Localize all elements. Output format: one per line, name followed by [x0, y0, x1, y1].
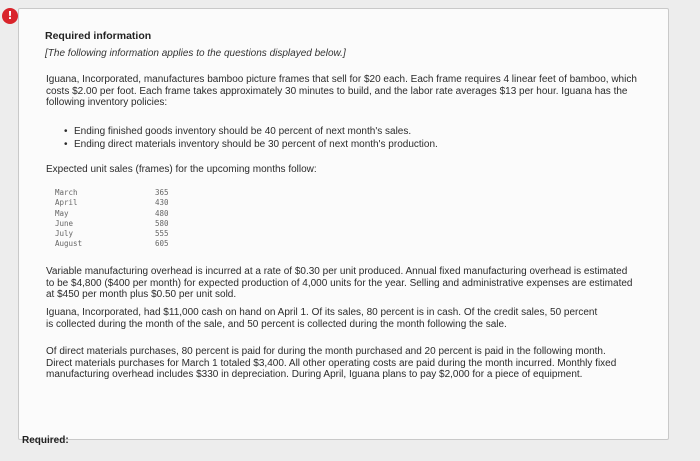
month-cell: June: [55, 218, 74, 228]
month-cell: March: [55, 188, 78, 197]
table-row: [55, 229, 175, 239]
required-information-title: Required information: [45, 30, 152, 42]
expected-unit-sales-table: [55, 188, 175, 250]
expected-sales-intro: Expected unit sales (frames) for the upcoming months follow:: [46, 164, 317, 175]
intro-paragraph: Iguana, Incorporated, manufactures bamboo picture frames that sell for $20 each. Each frame requires 4 linear feet of bamboo, which costs $2.00 per foot. Each frame takes approximately 30 minutes to build, and the labor rate averages $13 per hour. Iguana has the following inventory policies:: [46, 74, 637, 108]
units-cell: 605: [155, 239, 169, 249]
alert-icon[interactable]: !: [2, 8, 18, 24]
units-cell: 430: [155, 198, 169, 208]
month-cell: August: [55, 239, 83, 249]
required-label: Required:: [22, 435, 69, 446]
month-cell: July: [55, 229, 74, 239]
overhead-paragraph: Variable manufacturing overhead is incurred at a rate of $0.30 per unit produced. Annual fixed manufacturing overhead is estimated to be $4,800 ($400 per month) for expected production of 4,000 units for the year. Selling and administrative expenses are estimated at $450 per month plus $0.50 per unit sold.: [46, 266, 633, 300]
units-cell: 480: [155, 208, 169, 218]
month-cell: May: [55, 208, 69, 218]
units-cell: 365: [155, 188, 169, 197]
instruction-note: [The following information applies to the questions displayed below.]: [45, 48, 346, 59]
purchases-paragraph: Of direct materials purchases, 80 percent is paid for during the month purchased and 20 percent is paid in the following month. Direct materials purchases for March 1 totaled $3,400. All other operating costs are paid during the month incurred. Monthly fixed manufacturing overhead includes $330 in depreciation. During April, Iguana plans to pay $2,000 for a piece of equipment.: [46, 346, 617, 380]
units-cell: 580: [155, 218, 169, 228]
policy-item: • Ending direct materials inventory should be 30 percent of next month's production.: [64, 139, 438, 152]
table-row: [55, 219, 175, 229]
table-row: [55, 209, 175, 219]
policy-item: • Ending finished goods inventory should be 40 percent of next month's sales.: [64, 126, 438, 139]
table-row: [55, 188, 175, 198]
units-cell: 555: [155, 229, 169, 239]
table-row: [55, 198, 175, 208]
month-cell: April: [55, 198, 78, 208]
inventory-policy-list: [64, 126, 438, 151]
table-row: [55, 239, 175, 249]
cash-paragraph: Iguana, Incorporated, had $11,000 cash on hand on April 1. Of its sales, 80 percent is in cash. Of the credit sales, 50 percent is collected during the month of the sale, and 50 percent is collected during the month following the sale.: [46, 307, 598, 330]
